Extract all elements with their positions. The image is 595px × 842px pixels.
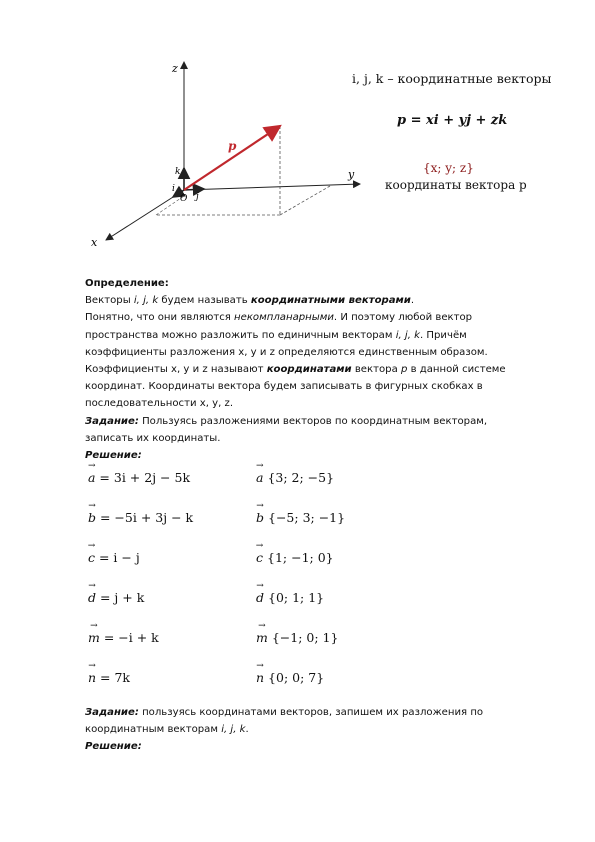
task-1-cont: записать их координаты. <box>85 432 221 444</box>
legend-coordinates-caption: координаты вектора p <box>385 178 527 192</box>
definition-block <box>85 275 525 464</box>
task-2-block <box>85 704 525 756</box>
vector-expansion: → b = −5i + 3j − k <box>88 510 193 525</box>
definition-line-5: Коэффициенты x, y и z называют координатами вектора p в данной системе <box>85 364 506 376</box>
solution-2-label: Решение: <box>85 741 142 753</box>
origin-label: O <box>180 194 188 204</box>
vector-coordinates: → c {1; −1; 0} <box>256 550 334 565</box>
definition-line-6: координат. Координаты вектора будем записывать в фигурных скобках в <box>85 381 483 393</box>
y-axis-label: y <box>348 168 355 181</box>
definition-title: Определение: <box>85 278 169 289</box>
legend-coordinate-vectors: i, j, k – координатные векторы <box>352 71 552 86</box>
definition-line-2: Понятно, что они являются некомпланарными. И поэтому любой вектор <box>85 312 473 324</box>
x-axis-label: x <box>91 236 98 249</box>
legend-coordinates-set: {x; y; z} <box>423 161 474 175</box>
vector-p <box>184 126 280 190</box>
vector-coordinates: → n {0; 0; 7} <box>256 670 324 685</box>
vector-coordinates: → b {−5; 3; −1} <box>256 510 345 525</box>
task-2: Задание: пользуясь координатами векторов, запишем их разложения по <box>85 707 484 718</box>
vector-expansion: → m = −i + k <box>88 630 159 645</box>
vector-coordinates: → m {−1; 0; 1} <box>256 630 338 645</box>
definition-line-7: последовательности x, y, z. <box>85 398 234 410</box>
coordinate-figure <box>80 50 550 260</box>
definition-line-1: Векторы i, j, k будем называть координатными векторами. <box>85 295 415 307</box>
z-axis-label: z <box>172 62 178 75</box>
vector-coordinates: → d {0; 1; 1} <box>256 590 324 605</box>
j-label: j <box>196 192 199 202</box>
dashed-to-y <box>280 186 330 215</box>
definition-line-4: коэффициенты разложения x, y и z определяются единственным образом. <box>85 346 488 358</box>
solution-1-label: Решение: <box>85 450 142 462</box>
vector-expansion: → c = i − j <box>88 550 140 565</box>
y-axis <box>184 184 360 190</box>
legend-expansion-formula: p = xi + yj + zk <box>397 113 508 128</box>
task-1: Задание: Пользуясь разложениями векторов по координатным векторам, <box>85 415 488 427</box>
vector-expansion: → a = 3i + 2j − 5k <box>88 470 190 485</box>
vector-coordinates: → a {3; 2; −5} <box>256 470 334 485</box>
k-label: k <box>175 167 181 177</box>
p-label: p <box>228 139 237 153</box>
task-2-cont: координатным векторам i, j, k. <box>85 724 249 736</box>
vector-expansion: → n = 7k <box>88 670 130 685</box>
definition-line-3: пространства можно разложить по единичным векторам i, j, k. Причём <box>85 329 467 341</box>
i-label: i <box>172 184 175 194</box>
vector-expansion: → d = j + k <box>88 590 144 605</box>
